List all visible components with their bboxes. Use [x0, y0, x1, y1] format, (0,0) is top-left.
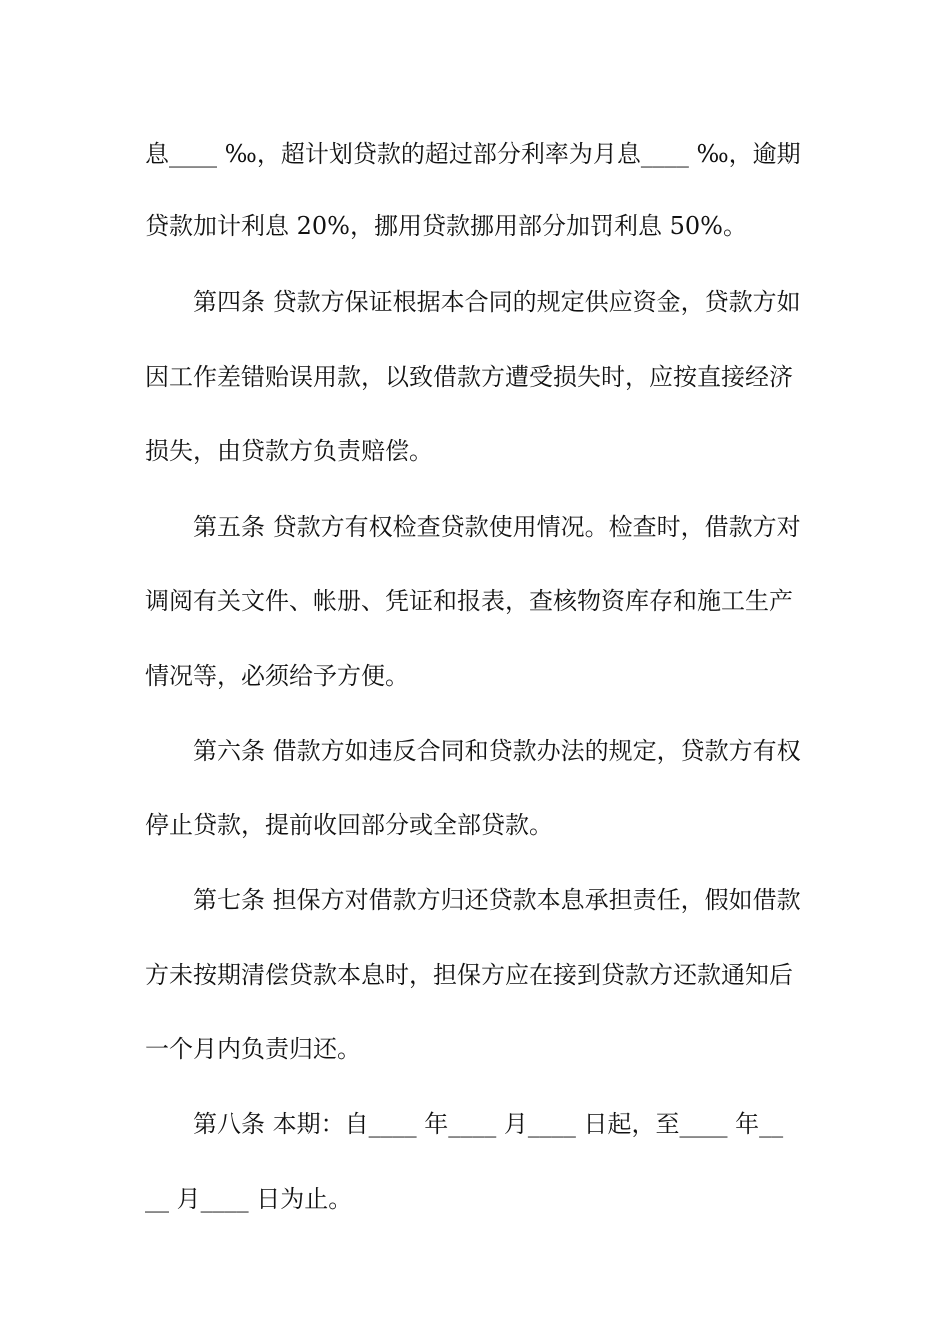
article-7-heading-line: 第七条 担保方对借款方归还贷款本息承担责任，假如借款	[193, 886, 801, 914]
article-6-heading-line: 第六条 借款方如违反合同和贷款办法的规定，贷款方有权	[193, 737, 801, 765]
text-line: 因工作差错贻误用款，以致借款方遭受损失时，应按直接经济	[145, 363, 793, 391]
text-line: 停止贷款，提前收回部分或全部贷款。	[145, 811, 553, 839]
text-line: 息____ ‰，超计划贷款的超过部分利率为月息____ ‰，逾期	[145, 140, 801, 168]
text-line: 一个月内负责归还。	[145, 1035, 361, 1063]
text-line: 调阅有关文件、帐册、凭证和报表，查核物资库存和施工生产	[145, 587, 793, 615]
article-8-heading-line: 第八条 本期：自____ 年____ 月____ 日起，至____ 年__	[193, 1110, 784, 1138]
text-line: __ 月____ 日为止。	[145, 1185, 353, 1213]
text-line: 损失，由贷款方负责赔偿。	[145, 437, 433, 465]
article-4-heading-line: 第四条 贷款方保证根据本合同的规定供应资金，贷款方如	[193, 288, 801, 316]
article-5-heading-line: 第五条 贷款方有权检查贷款使用情况。检查时，借款方对	[193, 513, 801, 541]
text-line: 方未按期清偿贷款本息时，担保方应在接到贷款方还款通知后	[145, 961, 793, 989]
text-line: 情况等，必须给予方便。	[145, 662, 409, 690]
text-line: 贷款加计利息 20%，挪用贷款挪用部分加罚利息 50%。	[145, 212, 747, 240]
